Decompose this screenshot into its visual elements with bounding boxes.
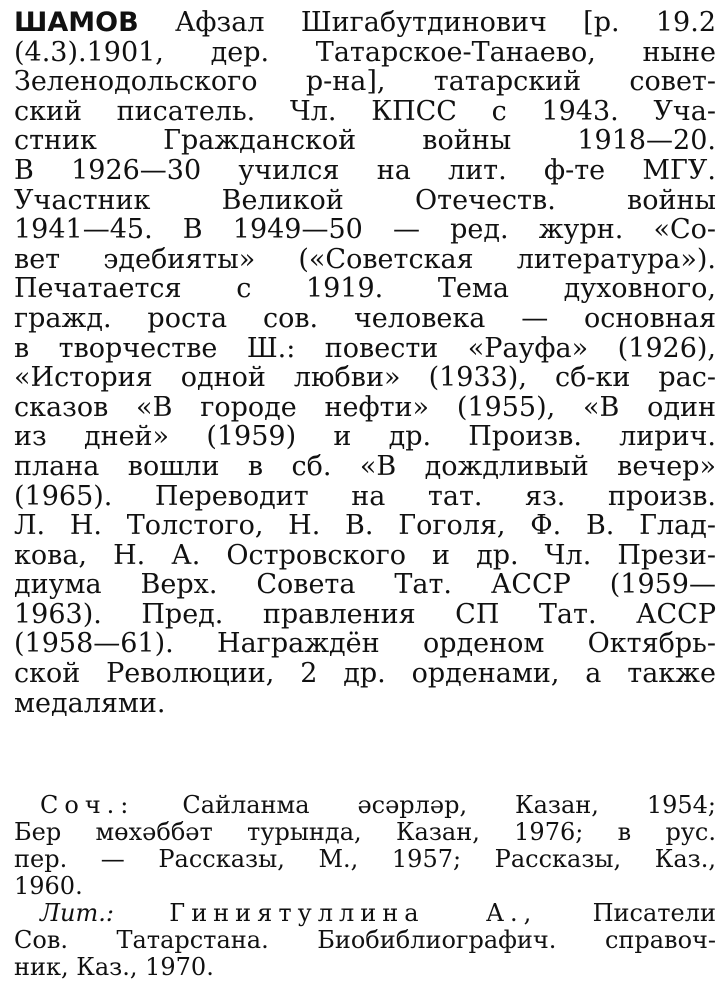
article-line: кова, Н. А. Островского и др. Чл. Прези- xyxy=(14,540,716,571)
article-line: диума Верх. Совета Тат. АССР (1959— xyxy=(14,570,716,600)
literature-line: Писатели xyxy=(592,900,716,927)
literature-label: Лит.: xyxy=(40,900,114,927)
works-first-line xyxy=(14,792,716,819)
article-line: гражд. роста сов. человека — основная xyxy=(14,303,716,334)
article-line: вет эдебияты» («Советская литература»). xyxy=(14,244,716,275)
article-line: 1941—45. В 1949—50 — ред. журн. «Со- xyxy=(14,215,716,245)
article-line: Афзал Шигабутдинович [р. 19.2 xyxy=(174,8,716,38)
works-label: Соч.: xyxy=(40,792,135,819)
literature-first-line xyxy=(14,900,716,927)
article-line: (1965). Переводит на тат. яз. произв. xyxy=(14,481,716,512)
article-line: ский писатель. Чл. КПСС с 1943. Уча- xyxy=(14,96,716,127)
article-line: (1958—61). Награждён орденом Октябрь- xyxy=(14,629,716,660)
works-line: 1960. xyxy=(14,873,83,900)
article-line: плана вошли в сб. «В дождливый вечер» xyxy=(14,451,716,482)
article-line: В 1926—30 учился на лит. ф-те МГУ. xyxy=(14,155,716,186)
article-headword: ШАМОВ xyxy=(14,8,139,38)
article-line: сказов «В городе нефти» (1955), «В один xyxy=(14,392,716,423)
article-line: (4.3).1901, дер. Татарское-Танаево, ныне xyxy=(14,37,716,68)
literature-line: ник, Каз., 1970. xyxy=(14,954,214,981)
article-line: в творчестве Ш.: повести «Рауфа» (1926), xyxy=(14,333,716,364)
article-line: Л. Н. Толстого, Н. В. Гоголя, Ф. В. Глад- xyxy=(14,511,716,541)
works-line: Бер мөхәббәт турында, Казан, 1976; в рус. xyxy=(14,819,716,846)
works-line: Сайланма әсәрләр, Казан, 1954; xyxy=(182,792,716,819)
literature-line: Сов. Татарстана. Биобиблиографич. справоч- xyxy=(14,927,716,954)
article-line: «История одной любви» (1933), сб-ки рас- xyxy=(14,363,716,393)
article-line: медалями. xyxy=(14,688,166,719)
article-line: из дней» (1959) и др. Произв. лирич. xyxy=(14,422,716,452)
article-line: 1963). Пред. правления СП Тат. АССР xyxy=(14,599,716,630)
article-line: Печатается с 1919. Тема духовного, xyxy=(14,274,716,304)
article-line: ской Революции, 2 др. орденами, а также xyxy=(14,659,716,689)
article-line: Участник Великой Отечеств. войны xyxy=(14,185,716,216)
article-line: стник Гражданской войны 1918—20. xyxy=(14,126,716,156)
article-line: Зеленодольского р-на], татарский совет- xyxy=(14,67,716,97)
article-body xyxy=(14,8,716,718)
works-line: пер. — Рассказы, М., 1957; Рассказы, Каз., xyxy=(14,846,716,873)
article-first-line xyxy=(14,8,716,38)
literature-author: Гиниятуллина А., xyxy=(169,900,538,927)
bibliography xyxy=(14,792,716,981)
